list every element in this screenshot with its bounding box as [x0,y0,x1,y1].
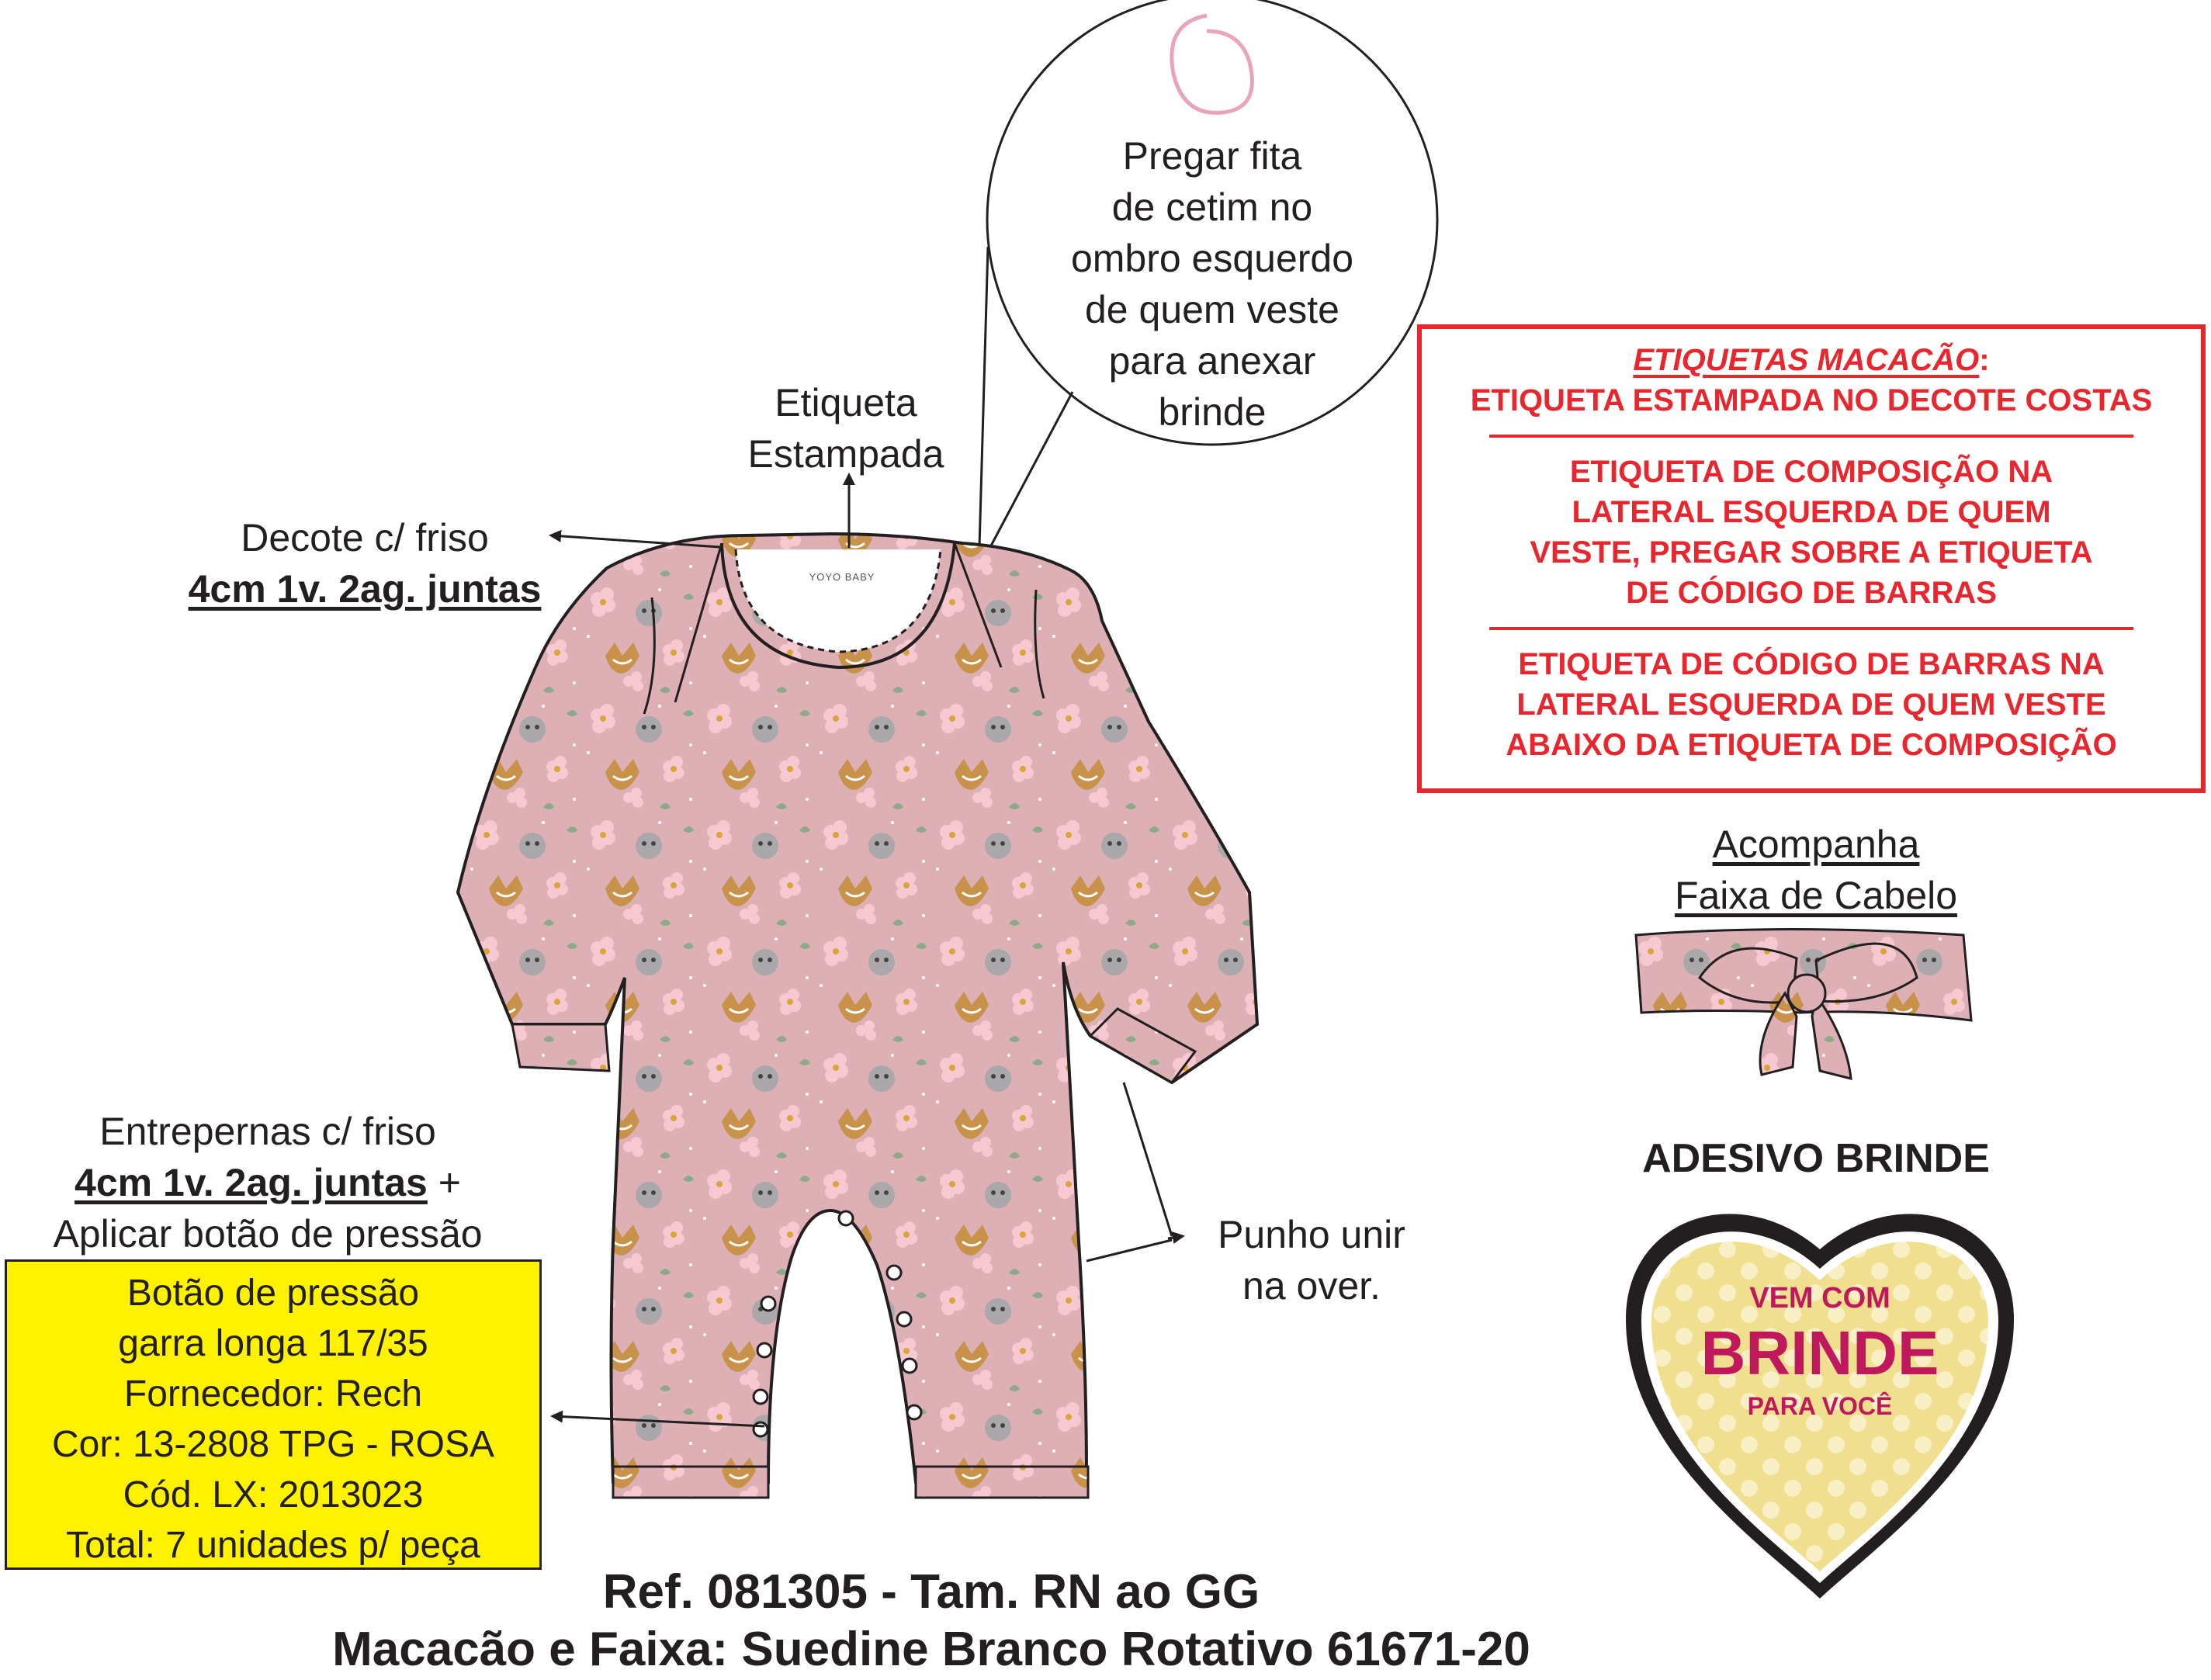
onesie-body [458,534,1257,1482]
etiquetas-block3-line: LATERAL ESQUERDA DE QUEM VESTE [1516,688,2106,722]
onesie-drawing [458,534,1257,1498]
punho-label [1195,1209,1428,1311]
acompanha-line1: Acompanha [1712,823,1920,866]
decote-label [140,512,590,615]
etiquetas-block2-line: ETIQUETA DE COMPOSIÇÃO NA [1569,455,2053,489]
punho-line: na over. [1242,1264,1381,1308]
footer-line2: Macacão e Faixa: Suedine Branco Rotativo 61671-20 [332,1623,1530,1676]
etiquetas-divider [1489,435,2133,438]
etiquetas-box [1417,324,2206,793]
acompanha-label [1583,819,2049,921]
circle-note-line: de quem veste [1085,288,1339,331]
heart-text [1665,1280,1975,1422]
botao-spec-box [5,1259,542,1570]
etiqueta-line: Etiqueta [775,381,917,424]
acompanha-line2: Faixa de Cabelo [1674,874,1958,917]
arrow-punho [1168,1236,1183,1238]
botao-spec-line: Botão de pressão [126,1273,420,1314]
garment-neck-label: YOYO BABY [809,571,875,583]
entrepernas-line2-bold: 4cm 1v. 2ag. juntas [75,1161,428,1204]
circle-note-line: para anexar [1108,339,1316,383]
heart-line2: BRINDE [1700,1318,1939,1387]
circle-note-line: de cetim no [1111,185,1313,229]
botao-spec-line: Cor: 13-2808 TPG - ROSA [52,1424,494,1465]
etiqueta-estampada-label [714,377,978,480]
botao-spec-line: garra longa 117/35 [118,1323,428,1364]
heart-line3: PARA VOCÊ [1747,1392,1893,1420]
etiquetas-block2-line: DE CÓDIGO DE BARRAS [1626,576,1997,610]
circle-note-line: ombro esquerdo [1070,237,1354,280]
circle-note-line: brinde [1158,390,1267,434]
botao-spec-line: Total: 7 unidades p/ peça [66,1525,480,1566]
decote-line1: Decote c/ friso [241,516,489,559]
etiquetas-title-colon: : [1979,343,1990,377]
etiquetas-divider [1489,627,2133,630]
entrepernas-label [0,1106,535,1259]
footer [155,1564,1707,1678]
headband-drawing [1636,930,1971,1079]
entrepernas-line1: Entrepernas c/ friso [99,1110,436,1153]
etiquetas-block3-line: ABAIXO DA ETIQUETA DE COMPOSIÇÃO [1506,728,2117,762]
footer-line1: Ref. 081305 - Tam. RN ao GG [602,1565,1260,1619]
botao-spec-line: Cód. LX: 2013023 [123,1474,424,1515]
etiquetas-block2-line: LATERAL ESQUERDA DE QUEM [1572,495,2051,529]
heart-line1: VEM COM [1749,1282,1890,1315]
etiquetas-title: ETIQUETAS MACACÃO [1633,343,1980,377]
etiqueta-line: Estampada [747,432,944,476]
entrepernas-line2-plus: + [427,1161,461,1204]
circle-note [1049,130,1375,438]
etiquetas-block3-line: ETIQUETA DE CÓDIGO DE BARRAS NA [1518,647,2105,681]
etiquetas-line1: ETIQUETA ESTAMPADA NO DECOTE COSTAS [1470,383,2153,417]
adesivo-title: ADESIVO BRINDE [1642,1136,1990,1181]
entrepernas-line3: Aplicar botão de pressão [53,1212,483,1256]
decote-line2: 4cm 1v. 2ag. juntas [188,567,542,611]
circle-note-line: Pregar fita [1122,134,1302,178]
botao-spec-line: Fornecedor: Rech [123,1373,423,1415]
etiquetas-block2-line: VESTE, PREGAR SOBRE A ETIQUETA [1530,535,2093,570]
punho-line: Punho unir [1218,1213,1405,1256]
